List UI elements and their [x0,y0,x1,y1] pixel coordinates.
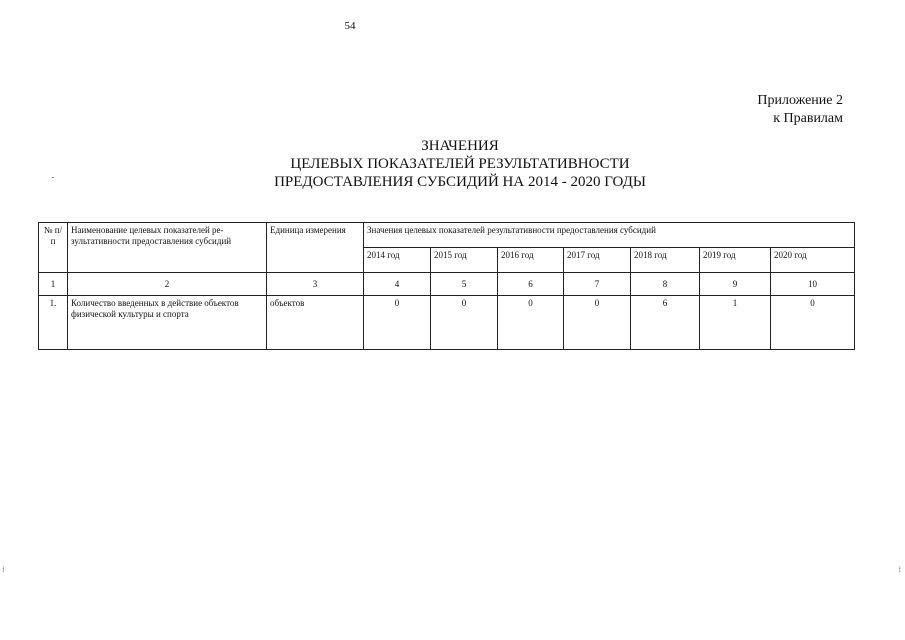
header-num: № п/п [39,223,68,273]
year-2019: 2019 год [700,248,771,273]
column-number: 1 [39,273,68,296]
year-2016: 2016 год [498,248,564,273]
row-value-2018: 6 [631,296,700,350]
column-number: 9 [700,273,771,296]
row-value-2020: 0 [771,296,855,350]
appendix-line-2: к Правилам [773,111,843,126]
indicators-table [38,222,855,350]
row-num: 1. [39,296,68,350]
year-2020: 2020 год [771,248,855,273]
column-number: 8 [631,273,700,296]
column-number-row [39,273,855,296]
header-name: Наименование целевых показателей ре-зультативности предоставления субсидий [68,223,267,273]
table-row [39,296,855,350]
title-line-3: ПРЕДОСТАВЛЕНИЯ СУБСИДИЙ НА 2014 - 2020 ГОДЫ [274,174,646,190]
row-name: Количество введенных в действие объектов физической культуры и спорта [68,296,267,350]
row-value-2014: 0 [364,296,431,350]
column-number: 2 [68,273,267,296]
appendix-label [757,92,843,128]
appendix-line-1: Приложение 2 [757,93,843,108]
column-number: 6 [498,273,564,296]
row-value-2016: 0 [498,296,564,350]
header-unit: Единица измерения [267,223,364,273]
document-title [200,137,720,191]
row-value-2017: 0 [564,296,631,350]
right-edge-mark: ⁞ [898,565,901,574]
title-line-1: ЗНАЧЕНИЯ [421,138,499,154]
column-number: 10 [771,273,855,296]
row-value-2019: 1 [700,296,771,350]
year-2015: 2015 год [431,248,498,273]
header-values: Значения целевых показателей результативности предоставления субсидий [364,223,855,248]
column-number: 7 [564,273,631,296]
year-2018: 2018 год [631,248,700,273]
year-2014: 2014 год [364,248,431,273]
scan-speck [52,177,54,178]
column-number: 4 [364,273,431,296]
page-number: 54 [344,20,356,32]
header-row [39,223,855,248]
column-number: 5 [431,273,498,296]
left-edge-mark: ⁞ [2,565,5,574]
title-line-2: ЦЕЛЕВЫХ ПОКАЗАТЕЛЕЙ РЕЗУЛЬТАТИВНОСТИ [290,156,630,172]
column-number: 3 [267,273,364,296]
row-unit: объектов [267,296,364,350]
year-2017: 2017 год [564,248,631,273]
row-value-2015: 0 [431,296,498,350]
